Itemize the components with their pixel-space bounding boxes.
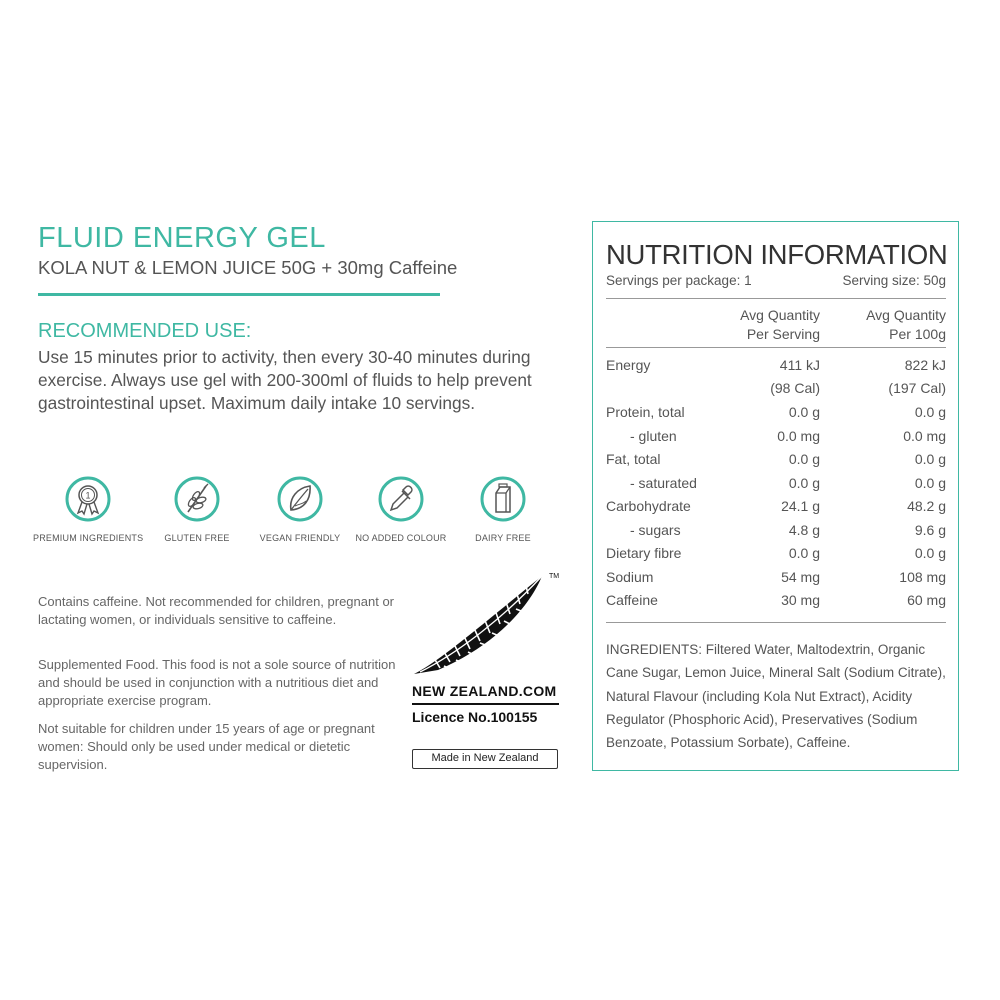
nutrition-divider — [606, 347, 946, 348]
suitability-warning: Not suitable for children under 15 years of age or pregnant women: Should only be used under medical or dietetic supervision. — [38, 721, 375, 772]
per-100g-value: 60 mg — [907, 592, 946, 608]
nutrition-divider — [606, 622, 946, 623]
product-subtitle: KOLA NUT & LEMON JUICE 50G + 30mg Caffeine — [38, 257, 458, 278]
per-serving-value: (98 Cal) — [770, 380, 820, 396]
per-100g-value: 822 kJ — [904, 357, 946, 373]
badge-premium-ingredients — [33, 476, 143, 543]
per-serving-value: 24.1 g — [781, 498, 820, 514]
per-serving-value: 0.0 g — [788, 404, 820, 420]
per-100g-value: 0.0 g — [914, 475, 946, 491]
nutrient-label: - saturated — [630, 475, 697, 491]
per-100g-value: 9.6 g — [914, 522, 946, 538]
title-divider — [38, 293, 440, 296]
nutrition-panel — [592, 221, 959, 771]
per-serving-value: 4.8 g — [788, 522, 820, 538]
per-serving-value: 54 mg — [781, 569, 820, 585]
servings-per-package: Servings per package: 1 — [606, 273, 752, 288]
nutrient-label: Sodium — [606, 569, 654, 585]
badge-label: VEGAN FRIENDLY — [259, 533, 341, 543]
silver-fern-icon — [410, 566, 566, 678]
per-100g-value: (197 Cal) — [888, 380, 946, 396]
nutrition-row-fat — [606, 451, 946, 473]
per-100g-value: 48.2 g — [907, 498, 946, 514]
badge-label: GLUTEN FREE — [164, 533, 230, 543]
column-header-per-serving — [740, 306, 820, 344]
per-100g-value: 0.0 g — [914, 404, 946, 420]
nutrition-title: NUTRITION INFORMATION — [606, 239, 948, 270]
nutrient-label: Dietary fibre — [606, 545, 682, 561]
nz-divider — [412, 703, 559, 705]
nz-website: NEW ZEALAND.COM — [412, 683, 557, 699]
nutrition-row-protein — [606, 404, 946, 426]
supplemented-food-notice: Supplemented Food. This food is not a sole source of nutrition and should be used in conjunction with a nutritious diet and appropriate exercise program. — [38, 657, 396, 708]
column-header-line: Per Serving — [746, 326, 820, 342]
per-serving-value: 411 kJ — [779, 357, 820, 373]
nutrient-label: - gluten — [630, 428, 677, 444]
nutrition-row-sodium — [606, 569, 946, 591]
nutrient-label: Carbohydrate — [606, 498, 691, 514]
badge-gluten-free — [142, 476, 252, 543]
nutrition-row-carbohydrate — [606, 498, 946, 520]
nutrient-label: Protein, total — [606, 404, 685, 420]
per-serving-value: 0.0 mg — [777, 428, 820, 444]
nutrition-row-caffeine — [606, 592, 946, 614]
nutrition-row-saturated — [606, 475, 946, 497]
per-100g-value: 0.0 g — [914, 545, 946, 561]
per-100g-value: 108 mg — [899, 569, 946, 585]
svg-text:1: 1 — [85, 490, 91, 501]
nutrition-row-fibre — [606, 545, 946, 567]
badge-no-added-colour — [346, 476, 456, 543]
nutrition-row-sugars — [606, 522, 946, 544]
column-header-line: Per 100g — [889, 326, 946, 342]
column-header-per-100g — [866, 306, 946, 344]
recommended-use-text: Use 15 minutes prior to activity, then every 30-40 minutes during exercise. Always use gel with 200-300ml of fluids to help prevent gastrointestinal upset. Maximum daily intake 10 servings. — [38, 347, 532, 413]
product-title: FLUID ENERGY GEL — [38, 222, 326, 254]
wheat-icon — [174, 476, 220, 522]
trademark-mark: TM — [549, 573, 560, 580]
nutrient-label: Caffeine — [606, 592, 658, 608]
badge-dairy-free — [448, 476, 558, 543]
nz-licence: Licence No.100155 — [412, 709, 538, 725]
nutrient-label: Fat, total — [606, 451, 661, 467]
badge-label: DAIRY FREE — [475, 533, 531, 543]
per-serving-value: 0.0 g — [788, 545, 820, 561]
nutrition-row-gluten — [606, 428, 946, 450]
made-in-badge: Made in New Zealand — [412, 749, 558, 769]
per-serving-value: 30 mg — [781, 592, 820, 608]
nutrient-label: - sugars — [630, 522, 681, 538]
nutrition-row-energy — [606, 357, 946, 379]
badge-vegan-friendly — [245, 476, 355, 543]
badge-label: NO ADDED COLOUR — [355, 533, 447, 543]
per-100g-value: 0.0 g — [914, 451, 946, 467]
ingredients-list: INGREDIENTS: Filtered Water, Maltodextrin, Organic Cane Sugar, Lemon Juice, Mineral Salt (Sodium Citrate), Natural Flavour (including Kola Nut Extract), Acidity Regulator (Phosphoric Acid), Preservatives (Sodium Benzoate, Potassium Sorbate), Caffeine. — [606, 642, 946, 751]
medal-icon — [65, 476, 111, 522]
leaf-icon — [277, 476, 323, 522]
per-serving-value: 0.0 g — [788, 475, 820, 491]
column-header-line: Avg Quantity — [866, 307, 946, 323]
per-100g-value: 0.0 mg — [903, 428, 946, 444]
recommended-use-heading: RECOMMENDED USE: — [38, 320, 252, 342]
column-header-line: Avg Quantity — [740, 307, 820, 323]
nutrient-label: Energy — [606, 357, 651, 373]
dropper-icon — [378, 476, 424, 522]
nutrition-row-energy-cal — [606, 380, 946, 402]
per-serving-value: 0.0 g — [788, 451, 820, 467]
nutrition-divider — [606, 298, 946, 299]
caffeine-warning: Contains caffeine. Not recommended for children, pregnant or lactating women, or individuals sensitive to caffeine. — [38, 594, 395, 627]
milk-carton-icon — [480, 476, 526, 522]
badge-label: PREMIUM INGREDIENTS — [33, 533, 144, 543]
serving-size: Serving size: 50g — [842, 273, 946, 288]
